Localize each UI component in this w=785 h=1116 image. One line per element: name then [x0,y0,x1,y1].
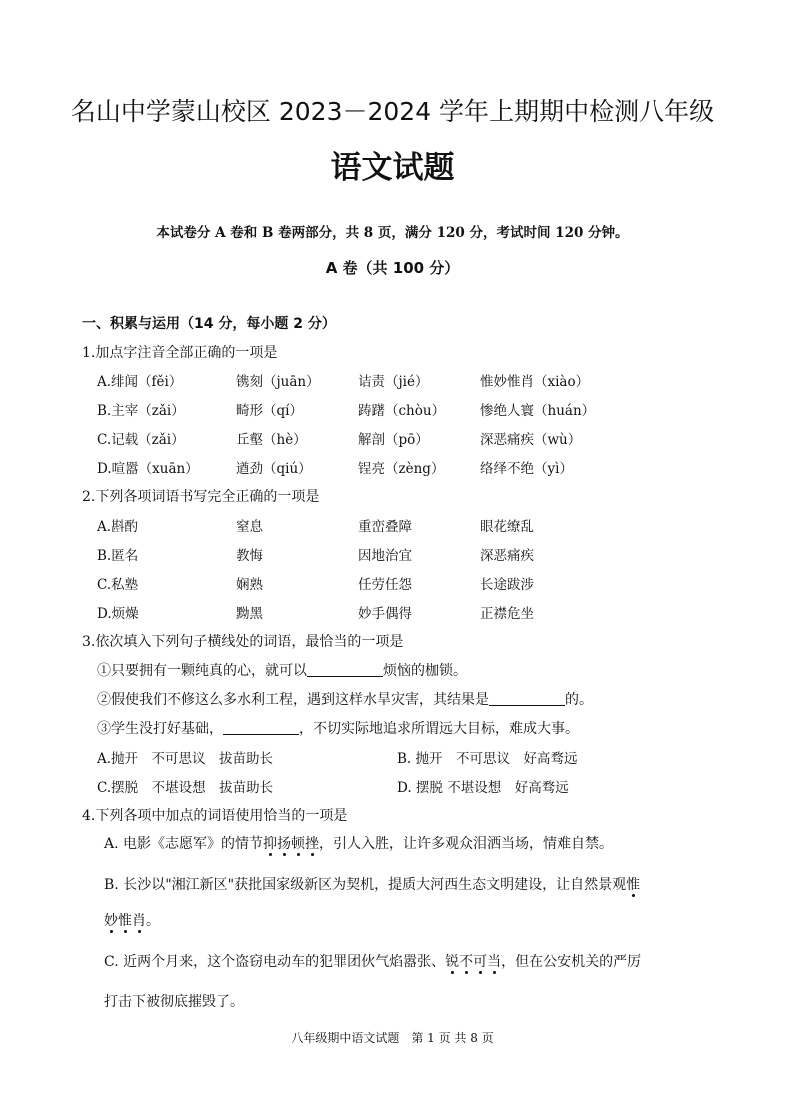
q2-option-d-2: 黝黑 [236,606,263,622]
q1-option-d-2: 遒劲（qiú） [236,461,312,477]
q1-option-a-1: A.绯闻（fěi） [97,374,183,390]
q4-c-dotted-word [445,954,501,970]
q3-s2-pre: ②假使我们不修这么多水利工程，遇到这样水旱灾害，其结果是 [97,692,489,708]
emphasis-char: 妙 [104,913,118,929]
q4-b-dotted-end [104,913,146,929]
q3-sentence-3 [97,718,579,738]
emphasis-char: 当 [487,954,502,970]
q3-sentence-2 [97,689,593,709]
q4-c-post: ，但在公安机关的严厉 [501,954,642,970]
q2-option-b-1: B.匿名 [97,548,139,564]
q2-option-c-1: C.私塾 [97,577,139,593]
exam-instructions: 本试卷分 A 卷和 B 卷两部分，共 8 页，满分 120 分，考试时间 120 分钟。 [156,225,629,241]
q3-option-a: A.抛开 不可思议 拔苗助长 [97,751,274,767]
emphasis-char: 肖 [132,913,146,929]
q3-blank-2 [489,691,565,706]
q2-option-c-4: 长途跋涉 [480,577,534,593]
emphasis-char: 惟 [626,877,641,893]
q4-option-c-line2: 打击下被彻底摧毁了。 [104,994,244,1010]
q4-option-b-line1 [104,874,640,894]
q4-option-a [104,833,613,853]
emphasis-char: 锐 [445,954,460,970]
exam-subject-title: 语文试题 [330,150,455,186]
emphasis-char: 抑 [263,836,278,852]
q2-option-c-3: 任劳任怨 [358,577,412,593]
q1-option-b-3: 踌躇（chòu） [358,403,446,419]
q1-option-c-4: 深恶痛疾（wù） [480,432,582,448]
q3-option-b: B. 抛开 不可思议 好高骛远 [397,751,578,767]
q2-option-b-3: 因地治宜 [358,548,412,564]
q2-option-b-4: 深恶痛疾 [480,548,534,564]
question-4-stem: 4.下列各项中加点的词语使用恰当的一项是 [82,808,348,824]
q2-option-c-2: 娴熟 [236,577,263,593]
q1-option-c-2: 丘壑（hè） [236,432,307,448]
question-1-stem: 1.加点字注音全部正确的一项是 [82,345,278,361]
q4-a-dotted-word [263,836,319,852]
q1-option-d-4: 络绎不绝（yì） [480,461,573,477]
q1-option-b-2: 畸形（qí） [236,403,303,419]
section-a-heading: A 卷（共 100 分） [325,259,460,277]
emphasis-char: 可 [473,954,488,970]
q2-option-d-3: 妙手偶得 [358,606,412,622]
q2-option-a-2: 窒息 [236,519,263,535]
q1-option-a-2: 镌刻（juān） [236,374,320,390]
emphasis-char: 扬 [277,836,292,852]
q1-option-d-3: 锃亮（zèng） [358,461,445,477]
q1-option-a-3: 诘责（jié） [358,374,429,390]
q3-option-c: C.摆脱 不堪设想 拔苗助长 [97,780,274,796]
q1-option-b-1: B.主宰（zǎi） [97,403,185,419]
q4-a-post: ，引人入胜，让许多观众泪洒当场，情难自禁。 [319,836,614,852]
q2-option-a-1: A.斟酌 [97,519,139,535]
q3-option-d: D. 摆脱 不堪设想 好高骛远 [397,780,569,796]
q3-s2-post: 的。 [565,692,593,708]
page-footer: 八年级期中语文试题 第 1 页 共 8 页 [291,1031,494,1045]
q3-blank-3 [223,720,299,735]
q3-sentence-1 [97,660,467,680]
q4-c-pre: C. 近两个月来，这个盗窃电动车的犯罪团伙气焰嚣张、 [104,954,446,970]
exam-school-title: 名山中学蒙山校区 2023－2024 学年上期期中检测八年级 [70,97,715,126]
q1-option-c-1: C.记载（zǎi） [97,432,185,448]
emphasis-char: 挫 [305,836,320,852]
q4-b-post: 。 [146,913,160,929]
q2-option-b-2: 教悔 [236,548,263,564]
q2-option-a-3: 重峦叠障 [358,519,412,535]
q2-option-d-4: 正襟危坐 [480,606,534,622]
emphasis-char: 不 [459,954,474,970]
q4-a-pre: A. 电影《志愿军》的情节 [104,836,264,852]
q4-b-dotted-start [626,877,640,893]
q4-b-pre: B. 长沙以"湘江新区"获批国家级新区为契机，提质大河西生态文明建设，让自然景观 [104,877,627,893]
q1-option-c-3: 解剖（pō） [358,432,429,448]
q1-option-d-1: D.喧嚣（xuān） [97,461,199,477]
q2-option-a-4: 眼花缭乱 [480,519,534,535]
q3-s3-pre: ③学生没打好基础， [97,721,223,737]
question-2-stem: 2.下列各项词语书写完全正确的一项是 [82,489,320,505]
q1-option-b-4: 惨绝人寰（huán） [480,403,596,419]
q4-option-b-line2 [104,910,160,930]
q1-option-a-4: 惟妙惟肖（xiào） [480,374,590,390]
q3-s1-post: 烦恼的枷锁。 [383,663,467,679]
emphasis-char: 顿 [291,836,306,852]
question-3-stem: 3.依次填入下列句子横线处的词语，最恰当的一项是 [82,634,404,650]
section-1-heading: 一、积累与运用（14 分，每小题 2 分） [82,316,336,332]
q3-s1-pre: ①只要拥有一颗纯真的心，就可以 [97,663,307,679]
q4-option-c-line1 [104,951,641,971]
q3-s3-post: ，不切实际地追求所谓远大目标，难成大事。 [299,721,579,737]
q2-option-d-1: D.烦燥 [97,606,139,622]
emphasis-char: 惟 [118,913,132,929]
q3-blank-1 [307,662,383,677]
